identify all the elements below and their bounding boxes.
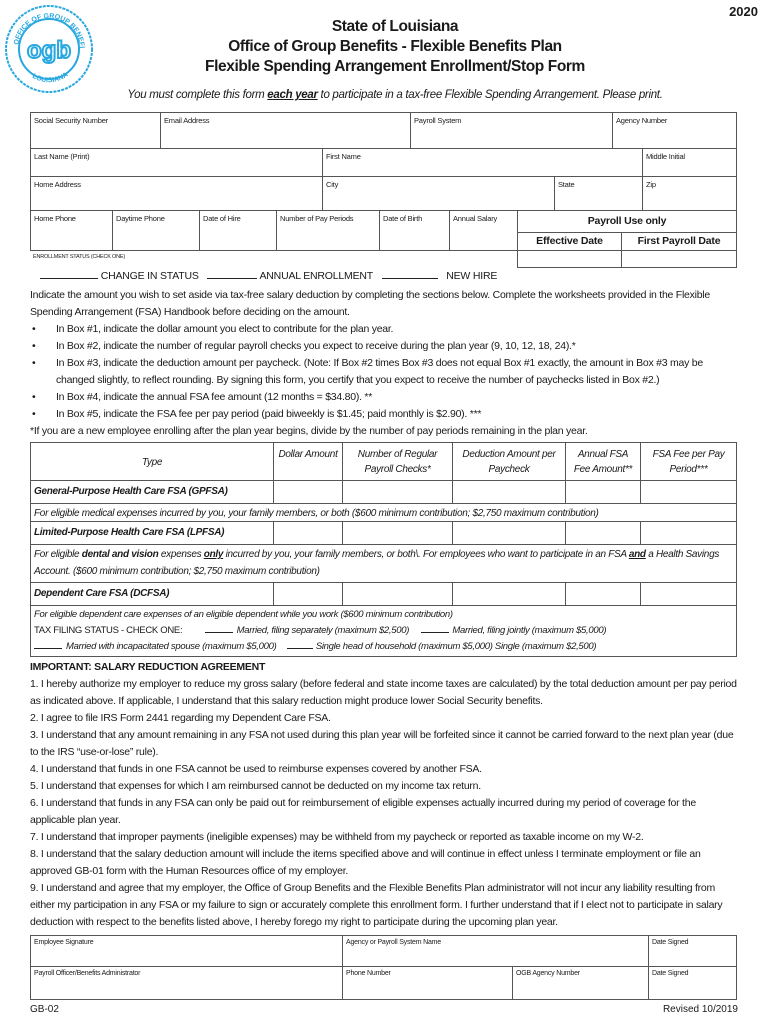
new-hire-option: NEW HIRE xyxy=(446,270,498,282)
last-name-field[interactable]: Last Name (Print) xyxy=(30,148,323,177)
first-payroll-date-field[interactable] xyxy=(621,250,737,268)
dcfsa-box-2[interactable] xyxy=(342,582,453,606)
form-title: State of Louisiana Office of Group Benefits - Flexible Benefits Plan Flexible Spending Arrangement Enrollment/Stop Form xyxy=(205,18,585,75)
agreement-item: 2. I agree to file IRS Form 2441 regarding my Dependent Care FSA. xyxy=(30,712,331,724)
first-payroll-date-header: First Payroll Date xyxy=(621,232,737,251)
first-name-field[interactable]: First Name xyxy=(322,148,643,177)
header-fee-per-period: FSA Fee per Pay Period*** xyxy=(640,442,737,481)
home-phone-field[interactable]: Home Phone xyxy=(30,210,113,251)
dcfsa-box-4[interactable] xyxy=(565,582,641,606)
agreement-heading: IMPORTANT: SALARY REDUCTION AGREEMENT xyxy=(30,661,266,673)
annual-enrollment-option: ANNUAL ENROLLMENT xyxy=(259,270,373,282)
lpfsa-box-1[interactable] xyxy=(273,521,343,545)
lpfsa-box-4[interactable] xyxy=(565,521,641,545)
daytime-phone-field[interactable]: Daytime Phone xyxy=(112,210,200,251)
date-of-birth-field[interactable]: Date of Birth xyxy=(379,210,450,251)
dcfsa-box-5[interactable] xyxy=(640,582,737,606)
lpfsa-description: For eligible dental and vision expenses only incurred by you, your family members, or both\. For employees who want to participate in an FSA and a Health Savings Account. ($600 minimum contribution; $2,750 maximum contribution) xyxy=(30,544,737,583)
header-annual-fee: Annual FSA Fee Amount** xyxy=(565,442,641,481)
instructions: Indicate the amount you wish to set aside via tax-free salary deduction by completing the sections below. Complete the worksheets provided in the Flexible Spending Arrangement (FSA) Handbook before deciding on the amount. • In Box #1, indicate the dollar amount you elect to contribute for the plan year. • In Box #2, indicate the number of regular payroll checks you expect to receive during the plan year (9, 10, 12, 18, 24).* • In Box #3, indicate the deduction amount per paycheck. (Note: If Box #2 times Box #3 does not equal Box #1 exactly, the amount in Box #3 may be changed slightly, to reflect rounding. By signing this form, you certify that you expect to receive the number of paychecks listed in Box #2.) • In Box #4, indicate the annual FSA fee amount (12 months = $34.80). ** • In Box #5, indicate the FSA fee per pay period (paid biweekly is $1.45; paid monthly is $2.90). *** *If you are a new employee enrolling after the plan year begins, divide by the number of pay periods remaining in the plan year. xyxy=(30,287,738,440)
subtitle: You must complete this form each year to participate in a tax-free Flexible Spending Arrangement. Please print. xyxy=(127,89,663,101)
effective-date-field[interactable] xyxy=(517,250,622,268)
gpfsa-box-5[interactable] xyxy=(640,480,737,504)
ogb-agency-number-field[interactable]: OGB Agency Number xyxy=(512,966,649,1000)
new-hire-blank[interactable] xyxy=(382,278,438,279)
zip-field[interactable]: Zip xyxy=(642,176,737,211)
dcfsa-box-1[interactable] xyxy=(273,582,343,606)
agreement-item: 3. I understand that any amount remaining in any FSA not used during this plan year will be forfeited since it cannot be carried forward to the next plan year (due to the IRS “use-or-lose” rule). xyxy=(30,729,734,758)
instruction-box-3: • In Box #3, indicate the deduction amount per paycheck. (Note: If Box #2 times Box #3 does not equal Box #1 exactly, the amount in Box #3 may be changed slightly, to reflect rounding. By signing this form, you certify that you expect to receive the number of paychecks listed in Box #2.) xyxy=(30,355,738,389)
payroll-system-field[interactable]: Payroll System xyxy=(410,112,613,149)
agreement-item: 4. I understand that funds in one FSA cannot be used to reimburse expenses covered by another FSA. xyxy=(30,763,482,775)
annual-enrollment-blank[interactable] xyxy=(207,278,257,279)
date-signed-2-field[interactable]: Date Signed xyxy=(648,966,737,1000)
pay-periods-field[interactable]: Number of Pay Periods xyxy=(276,210,380,251)
tax-option-blank-4[interactable] xyxy=(287,648,313,649)
date-signed-field[interactable]: Date Signed xyxy=(648,935,737,967)
annual-salary-field[interactable]: Annual Salary xyxy=(449,210,518,251)
gpfsa-description: For eligible medical expenses incurred by you, your family members, or both ($600 minimum contribution; $2,750 maximum contribution) xyxy=(30,503,737,522)
form-id: GB-02 xyxy=(30,1004,59,1015)
change-in-status-option: CHANGE IN STATUS xyxy=(100,270,199,282)
gpfsa-label: General-Purpose Health Care FSA (GPFSA) xyxy=(30,480,274,504)
lpfsa-box-2[interactable] xyxy=(342,521,453,545)
gpfsa-box-1[interactable] xyxy=(273,480,343,504)
change-in-status-blank[interactable] xyxy=(40,278,98,279)
revision-date: Revised 10/2019 xyxy=(662,1004,738,1015)
phone-number-field[interactable]: Phone Number xyxy=(342,966,513,1000)
agreement-item: 6. I understand that funds in any FSA can only be paid out for reimbursement of eligible expenses actually incurred during my period of coverage for the applicable plan year. xyxy=(30,797,696,826)
instruction-box-2: • In Box #2, indicate the number of regular payroll checks you expect to receive during the plan year (9, 10, 12, 18, 24).* xyxy=(30,338,738,355)
header-deduction: Deduction Amount per Paycheck xyxy=(452,442,566,481)
tax-option-blank-2[interactable] xyxy=(421,632,449,633)
svg-text:ogb: ogb xyxy=(27,37,71,64)
payroll-officer-field[interactable]: Payroll Officer/Benefits Administrator xyxy=(30,966,343,1000)
agency-name-field[interactable]: Agency or Payroll System Name xyxy=(342,935,649,967)
gpfsa-box-2[interactable] xyxy=(342,480,453,504)
tax-option-blank-1[interactable] xyxy=(205,632,233,633)
salary-reduction-agreement xyxy=(30,659,738,931)
home-address-field[interactable]: Home Address xyxy=(30,176,323,211)
enrollment-status-label: ENROLLMENT STATUS (CHECK ONE) xyxy=(30,250,518,268)
svg-text:LOUISIANA: LOUISIANA xyxy=(31,71,70,85)
city-field[interactable]: City xyxy=(322,176,555,211)
dcfsa-description: For eligible dependent care expenses of an eligible dependent while you work ($600 minimum contribution) TAX FILING STATUS - CHECK ONE: Married, filing separately (maximum $2,500) Married, filing jointly (maximum $5,000) Married with incapacitated spouse (maximum $5,000) Single head of household (maximum $5,000) Single (maximum $2,500) xyxy=(30,605,737,657)
payroll-use-header: Payroll Use only xyxy=(517,210,737,233)
agreement-item: 9. I understand and agree that my employer, the Office of Group Benefits and the Flexible Benefits Plan administrator will not incur any liability resulting from either my participation in any FSA or my failure to sign or accurately complete this enrollment form. I further understand that if I elect not to participate in salary deduction with respect to the benefits listed above, I hereby forego my right to participate during the upcoming plan year. xyxy=(30,882,723,928)
effective-date-header: Effective Date xyxy=(517,232,622,251)
dcfsa-box-3[interactable] xyxy=(452,582,566,606)
agreement-item: 1. I hereby authorize my employer to reduce my gross salary (before federal and state income taxes are calculated) by the total deduction amount per pay period as indicated above. If applicable, I understand that this salary reduction might produce lower Social Security benefits. xyxy=(30,678,737,707)
instruction-box-4: • In Box #4, indicate the annual FSA fee amount (12 months = $34.80). ** xyxy=(30,389,738,406)
dcfsa-label: Dependent Care FSA (DCFSA) xyxy=(30,582,274,606)
lpfsa-box-3[interactable] xyxy=(452,521,566,545)
state-field[interactable]: State xyxy=(554,176,643,211)
gpfsa-box-4[interactable] xyxy=(565,480,641,504)
employee-signature-field[interactable]: Employee Signature xyxy=(30,935,343,967)
agreement-item: 8. I understand that the salary deduction amount will include the items specified above and will continue in effect unless I terminate employment or file an approved GB-01 form with the Human Resources office of my employer. xyxy=(30,848,701,877)
agreement-item: 7. I understand that improper payments (ineligible expenses) may be withheld from my paycheck or reported as taxable income on my W-2. xyxy=(30,831,644,843)
form-year: 2020 xyxy=(729,4,758,19)
middle-initial-field[interactable]: Middle Initial xyxy=(642,148,737,177)
lpfsa-label: Limited-Purpose Health Care FSA (LPFSA) xyxy=(30,521,274,545)
instruction-box-5: • In Box #5, indicate the FSA fee per pay period (paid biweekly is $1.45; paid monthly is $2.90). *** xyxy=(30,406,738,423)
tax-option-blank-3[interactable] xyxy=(34,648,62,649)
ssn-field[interactable]: Social Security Number xyxy=(30,112,161,149)
svg-text:OFFICE OF GROUP BENEFITS: OFFICE OF GROUP BENEFI xyxy=(13,12,86,49)
email-field[interactable]: Email Address xyxy=(160,112,411,149)
enrollment-status-row xyxy=(40,270,497,282)
date-of-hire-field[interactable]: Date of Hire xyxy=(199,210,277,251)
instruction-box-1: • In Box #1, indicate the dollar amount you elect to contribute for the plan year. xyxy=(30,321,738,338)
agreement-item: 5. I understand that expenses for which I am reimbursed cannot be deducted on my income tax return. xyxy=(30,780,481,792)
lpfsa-box-5[interactable] xyxy=(640,521,737,545)
header-dollar-amount: Dollar Amount xyxy=(273,442,343,481)
header-type: Type xyxy=(30,442,274,481)
gpfsa-box-3[interactable] xyxy=(452,480,566,504)
agency-number-field[interactable]: Agency Number xyxy=(612,112,737,149)
header-payroll-checks: Number of Regular Payroll Checks* xyxy=(342,442,453,481)
